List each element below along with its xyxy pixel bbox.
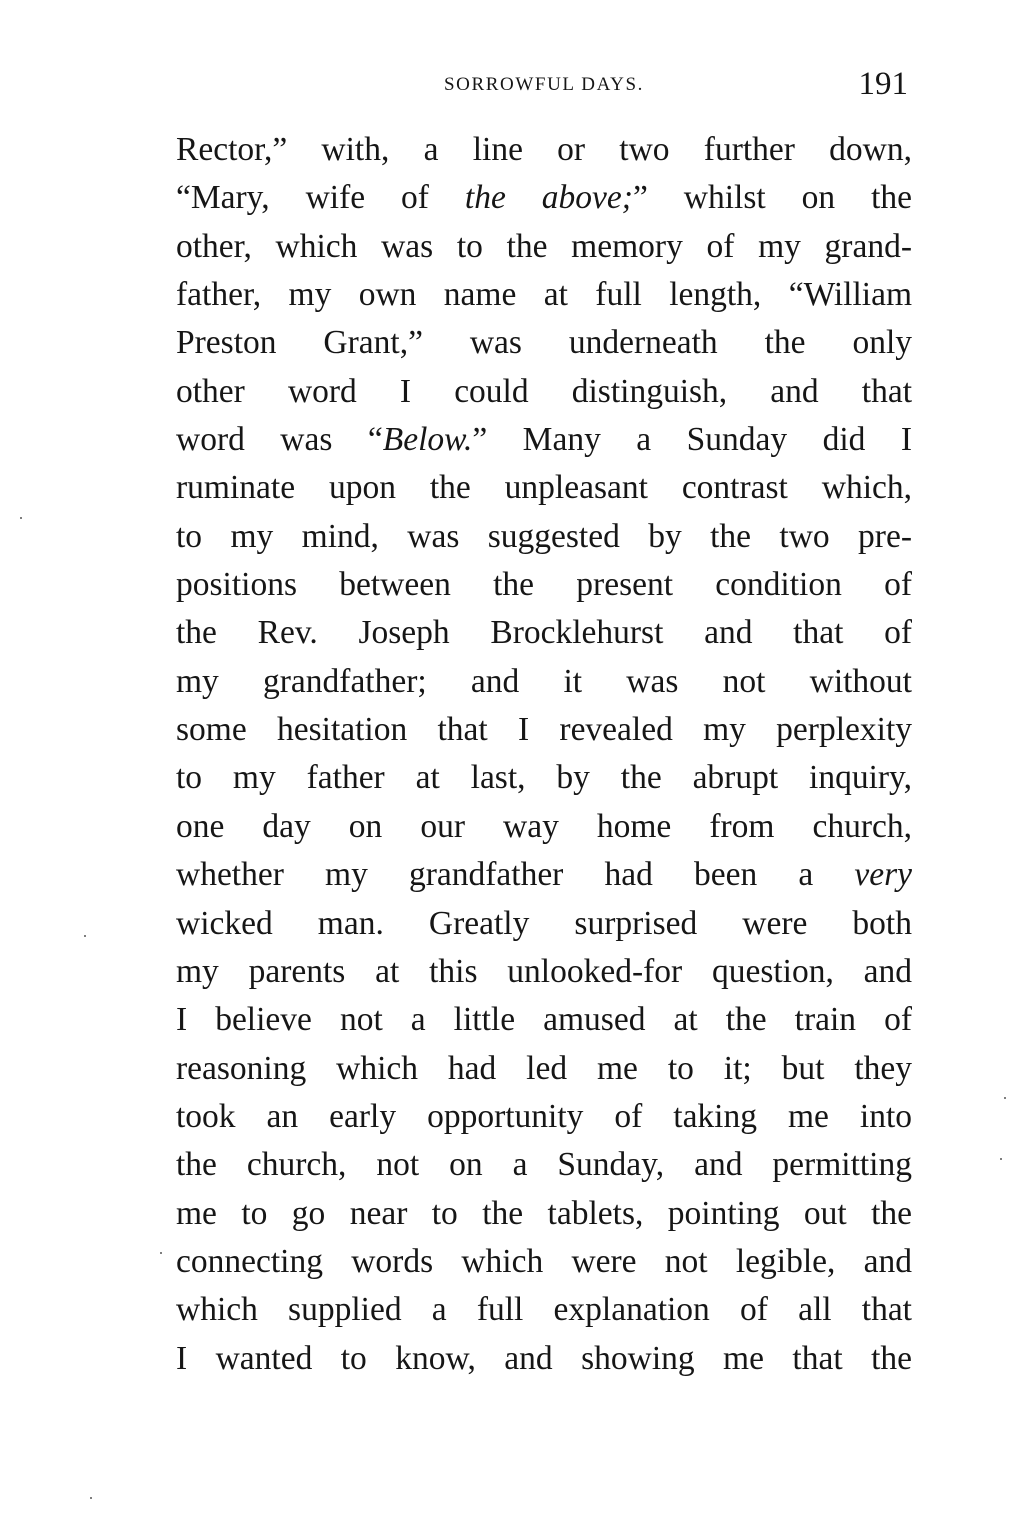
text-line xyxy=(176,996,912,1044)
text-run: other word I could distinguish, and that xyxy=(176,372,912,410)
text-line xyxy=(176,1238,912,1286)
text-line xyxy=(176,948,912,996)
text-line xyxy=(176,706,912,754)
text-run: to my mind, was suggested by the two pre- xyxy=(176,517,912,555)
text-line xyxy=(176,513,912,561)
text-line-content xyxy=(176,421,912,458)
text-line-content xyxy=(176,276,912,313)
text-line-content xyxy=(176,856,912,893)
text-line-content xyxy=(176,1098,912,1135)
text-line-content xyxy=(176,324,912,361)
text-line-content xyxy=(176,373,912,410)
text-line-content xyxy=(176,663,912,700)
text-line-content xyxy=(176,469,912,506)
text-run: Preston Grant,” was underneath the only xyxy=(176,324,912,362)
text-run: one day on our way home from church, xyxy=(176,807,912,845)
text-line-content xyxy=(176,759,912,796)
text-run: other, which was to the memory of my grand- xyxy=(176,227,912,265)
text-line-content xyxy=(176,614,912,651)
text-line-content xyxy=(176,1050,912,1087)
text-run: ” whilst on the xyxy=(632,179,912,217)
text-run: ” Many a Sunday did I xyxy=(472,421,912,459)
text-line-content xyxy=(176,131,912,168)
text-run: whether my grandfather had been a xyxy=(176,856,855,894)
text-line xyxy=(176,464,912,512)
running-head xyxy=(176,66,912,110)
text-run: took an early opportunity of taking me into xyxy=(176,1097,912,1135)
text-run: reasoning which had led me to it; but they xyxy=(176,1049,912,1087)
italic-text: very xyxy=(854,856,912,894)
text-line xyxy=(176,1093,912,1141)
text-run: the church, not on a Sunday, and permitting xyxy=(176,1146,912,1184)
text-line-content xyxy=(176,905,912,942)
text-line-content xyxy=(176,953,912,990)
text-line-content xyxy=(176,518,912,555)
body-text xyxy=(176,126,912,1383)
running-head-title: SORROWFUL DAYS. xyxy=(444,74,644,95)
text-run: my parents at this unlooked-for question, and xyxy=(176,952,912,990)
text-line-content xyxy=(176,1001,912,1038)
text-run: father, my own name at full length, “William xyxy=(176,276,912,314)
text-run: wicked man. Greatly surprised were both xyxy=(176,904,912,942)
scan-speck xyxy=(1004,1097,1006,1099)
page-number: 191 xyxy=(858,66,908,102)
text-line xyxy=(176,609,912,657)
text-line xyxy=(176,319,912,367)
italic-text: Below. xyxy=(382,421,473,459)
italic-text: the above; xyxy=(464,179,633,217)
text-line xyxy=(176,126,912,174)
text-line-content xyxy=(176,228,912,265)
text-run: the Rev. Joseph Brocklehurst and that of xyxy=(176,614,912,652)
text-run: me to go near to the tablets, pointing out the xyxy=(176,1194,912,1232)
text-line-content xyxy=(176,1195,912,1232)
text-run: my grandfather; and it was not without xyxy=(176,662,912,700)
text-run: Rector,” with, a line or two further down, xyxy=(176,131,912,168)
text-line xyxy=(176,1286,912,1334)
text-line xyxy=(176,900,912,948)
text-line-content xyxy=(176,1340,912,1377)
text-line xyxy=(176,174,912,222)
scan-speck xyxy=(84,935,86,937)
text-run: positions between the present condition of xyxy=(176,566,912,604)
text-line xyxy=(176,1335,912,1383)
text-line xyxy=(176,223,912,271)
text-run: I wanted to know, and showing me that the xyxy=(176,1339,912,1377)
text-line-content xyxy=(176,1291,912,1328)
text-line-content xyxy=(176,179,912,216)
text-line xyxy=(176,1190,912,1238)
text-line-content xyxy=(176,1243,912,1280)
scan-speck xyxy=(1000,1158,1002,1160)
text-line xyxy=(176,803,912,851)
text-line-content xyxy=(176,808,912,845)
text-line xyxy=(176,416,912,464)
text-line xyxy=(176,658,912,706)
text-run: some hesitation that I revealed my perplexity xyxy=(176,711,912,749)
text-line xyxy=(176,851,912,899)
text-run: to my father at last, by the abrupt inquiry, xyxy=(176,759,912,797)
text-run: I believe not a little amused at the train of xyxy=(176,1001,912,1039)
text-run: connecting words which were not legible, and xyxy=(176,1242,912,1280)
scan-speck xyxy=(20,517,22,519)
scan-speck xyxy=(90,1497,92,1499)
text-line xyxy=(176,1045,912,1093)
text-line xyxy=(176,368,912,416)
text-line xyxy=(176,754,912,802)
scan-speck xyxy=(160,1252,162,1254)
text-line xyxy=(176,561,912,609)
text-line xyxy=(176,271,912,319)
text-line-content xyxy=(176,1146,912,1183)
text-line-content xyxy=(176,566,912,603)
text-line-content xyxy=(176,711,912,748)
text-run: ruminate upon the unpleasant contrast which, xyxy=(176,469,912,507)
text-run: word was “ xyxy=(176,421,383,459)
text-run: which supplied a full explanation of all that xyxy=(176,1291,912,1329)
text-line xyxy=(176,1141,912,1189)
text-run: “Mary, wife of xyxy=(176,179,465,217)
